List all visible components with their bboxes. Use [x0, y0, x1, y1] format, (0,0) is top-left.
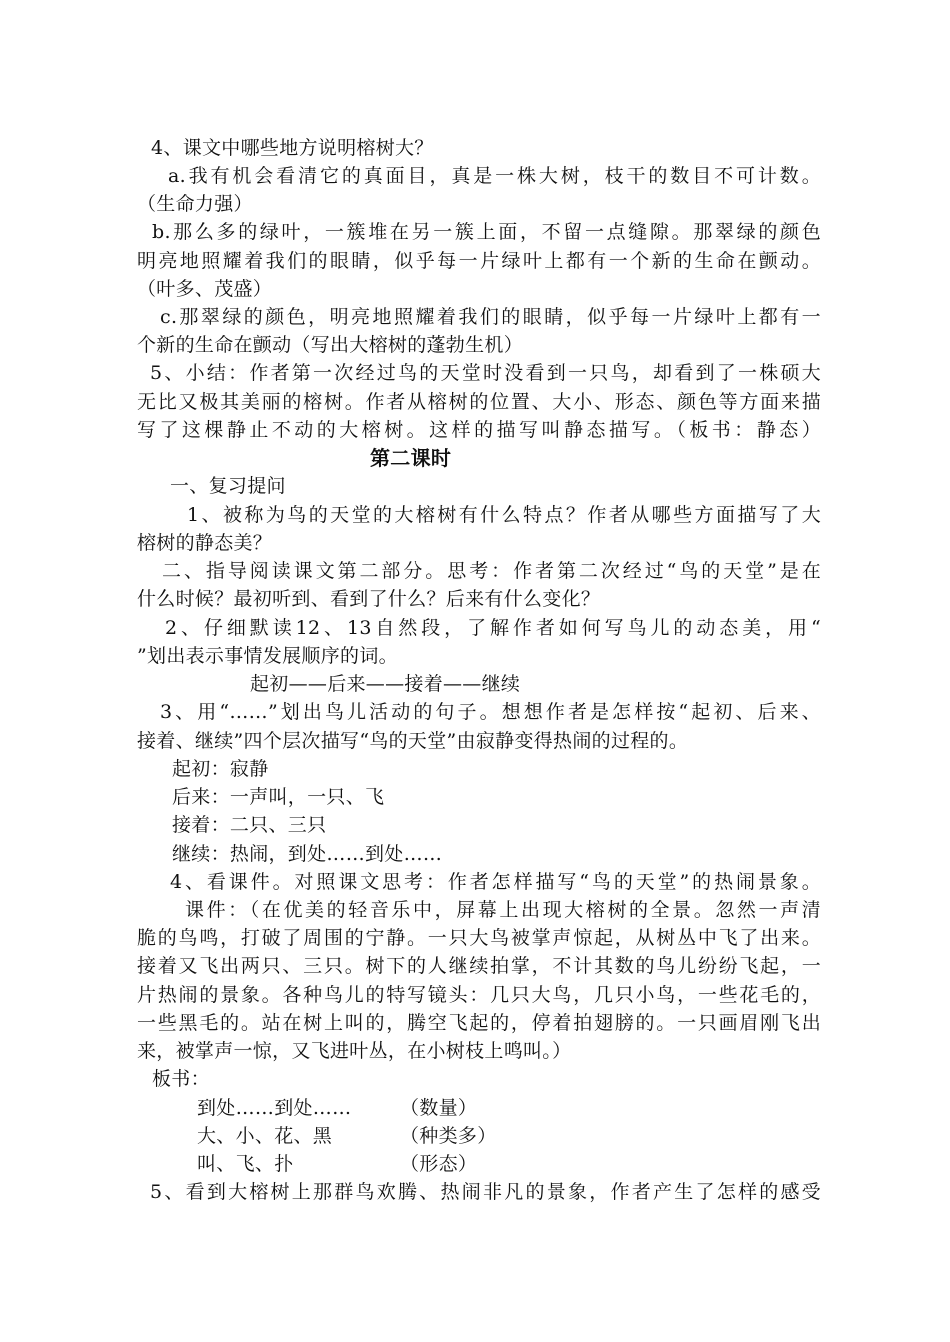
text-line: 无比又极其美丽的榕树。作者从榕树的位置、大小、形态、颜色等方面来描 [137, 391, 821, 413]
text-line: 榕树的静态美？ [137, 532, 273, 554]
board-item: 叫、飞、扑 [197, 1153, 294, 1175]
text-line: 接着：二只、三只 [172, 814, 327, 836]
text-line: 起初：寂静 [172, 758, 269, 780]
text-line: 板书： [152, 1068, 210, 1090]
text-line: 后来：一声叫，一只、飞 [172, 786, 385, 808]
text-line: 写了这棵静止不动的大榕树。这样的描写叫静态描写。（板书：静态） [137, 419, 821, 441]
text-line: （叶多、茂盛） [137, 278, 273, 300]
text-line: 二、指导阅读课文第二部分。思考：作者第二次经过“鸟的天堂”是在 [162, 560, 821, 582]
text-line: c.那翠绿的颜色，明亮地照耀着我们的眼睛，似乎每一片绿叶上都有一 [160, 306, 821, 328]
text-line: 5、小结：作者第一次经过鸟的天堂时没看到一只鸟，却看到了一株硕大 [150, 362, 821, 384]
text-line: 2、仔细默读12、13自然段，了解作者如何写鸟儿的动态美，用“ [165, 617, 821, 639]
text-line: a.我有机会看清它的真面目，真是一株大树，枝干的数目不可计数。 [168, 165, 821, 187]
text-line: 来，被掌声一惊，又飞进叶丛，在小树枝上鸣叫。） [137, 1040, 572, 1062]
board-note: （数量） [400, 1097, 478, 1119]
text-line: （生命力强） [137, 193, 253, 215]
text-line: 一、复习提问 [170, 475, 286, 497]
board-item: 大、小、花、黑 [197, 1125, 333, 1147]
section-title: 第二课时 [370, 446, 452, 470]
text-line: 5、看到大榕树上那群鸟欢腾、热闹非凡的景象，作者产生了怎样的感受 [150, 1181, 821, 1203]
board-note: （种类多） [400, 1125, 497, 1147]
text-line: 1、被称为鸟的天堂的大榕树有什么特点？作者从哪些方面描写了大 [187, 504, 821, 526]
text-line: b.那么多的绿叶，一簇堆在另一簇上面，不留一点缝隙。那翠绿的颜色 [152, 221, 821, 243]
text-line: 继续：热闹，到处……到处…… [172, 843, 443, 865]
text-line: 4、看课件。对照课文思考：作者怎样描写“鸟的天堂”的热闹景象。 [170, 871, 821, 893]
text-line: 接着又飞出两只、三只。树下的人继续拍掌，不计其数的鸟儿纷纷飞起，一 [137, 955, 821, 977]
text-line: 接着、继续”四个层次描写“鸟的天堂”由寂静变得热闹的过程的。 [137, 730, 689, 752]
board-note: （形态） [400, 1153, 478, 1175]
text-line: 起初——后来——接着——继续 [250, 673, 521, 695]
text-line: 课件：（在优美的轻音乐中，屏幕上出现大榕树的全景。忽然一声清 [185, 899, 821, 921]
text-line: 脆的鸟鸣，打破了周围的宁静。一只大鸟被掌声惊起，从树丛中飞了出来。 [137, 927, 821, 949]
text-line: 明亮地照耀着我们的眼睛，似乎每一片绿叶上都有一个新的生命在颤动。 [137, 250, 821, 272]
text-line: 什么时候？最初听到、看到了什么？后来有什么变化？ [137, 588, 601, 610]
text-line: 个新的生命在颤动（写出大榕树的蓬勃生机） [137, 334, 524, 356]
text-line: 4、课文中哪些地方说明榕树大？ [151, 137, 434, 159]
board-item: 到处……到处…… [197, 1097, 352, 1119]
text-line: 片热闹的景象。各种鸟儿的特写镜头：几只大鸟，几只小鸟，一些花毛的， [137, 984, 821, 1006]
text-line: 一些黑毛的。站在树上叫的，腾空飞起的，停着拍翅膀的。一只画眉刚飞出 [137, 1012, 821, 1034]
text-line: ”划出表示事情发展顺序的词。 [137, 645, 398, 667]
text-line: 3、用“……”划出鸟儿活动的句子。想想作者是怎样按“起初、后来、 [160, 701, 821, 723]
